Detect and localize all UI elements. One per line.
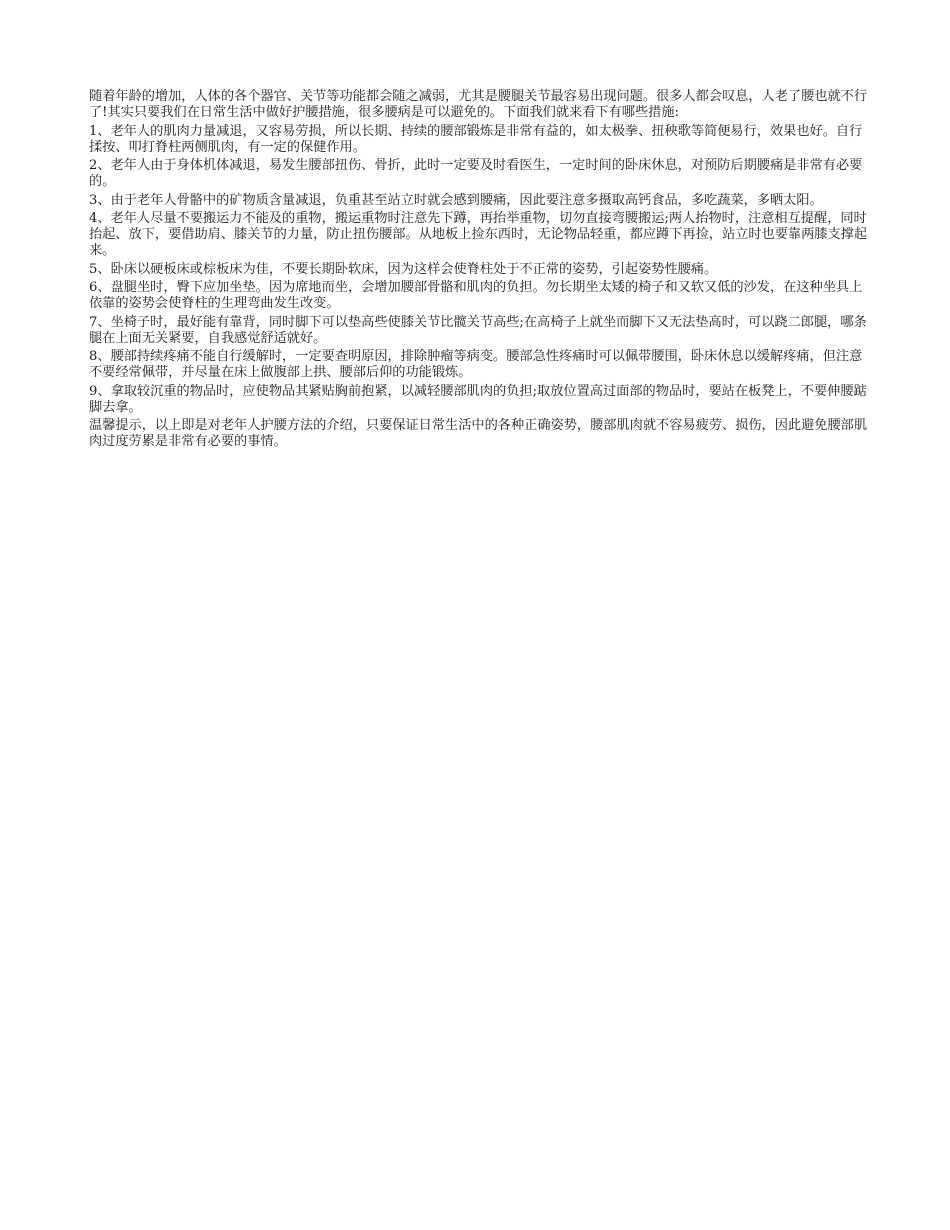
intro-paragraph: 随着年龄的增加，人体的各个器官、关节等功能都会随之减弱，尤其是腰腿关节最容易出现问题。很多人都会叹息，人老了腰也就不行了!其实只要我们在日常生活中做好护腰措施，很多腰病是可以避免的。下面我们就来看下有哪些措施: <box>89 89 868 120</box>
list-item: 1、老年人的肌肉力量减退，又容易劳损，所以长期、持续的腰部锻炼是非常有益的，如太极拳、扭秧歌等简便易行，效果也好。自行揉按、叩打脊柱两侧肌肉，有一定的保健作用。 <box>89 123 863 155</box>
list-item: 6、盘腿坐时，臀下应加坐垫。因为席地而坐，会增加腰部骨骼和肌肉的负担。勿长期坐太矮的椅子和又软又低的沙发，在这种坐具上依靠的姿势会使脊柱的生理弯曲发生改变。 <box>89 280 863 311</box>
list-item: 2、老年人由于身体机体减退，易发生腰部扭伤、骨折，此时一定要及时看医生，一定时间的卧床休息，对预防后期腰痛是非常有必要的。 <box>89 158 863 189</box>
list-item: 9、拿取较沉重的物品时，应使物品其紧贴胸前抱紧，以减轻腰部肌肉的负担;取放位置高过面部的物品时，要站在板凳上，不要伸腰踮脚去拿。 <box>89 383 867 415</box>
list-item: 3、由于老年人骨骼中的矿物质含量减退，负重甚至站立时就会感到腰痛，因此要注意多摄取高钙食品，多吃蔬菜，多晒太阳。 <box>89 192 823 208</box>
list-item: 5、卧床以硬板床或棕板床为佳，不要长期卧软床，因为这样会使脊柱处于不正常的姿势，引起姿势性腰痛。 <box>89 261 718 277</box>
conclusion-paragraph: 温馨提示，以上即是对老年人护腰方法的介绍，只要保证日常生活中的各种正确姿势，腰部肌肉就不容易疲劳、损伤，因此避免腰部肌肉过度劳累是非常有必要的事情。 <box>89 418 868 449</box>
list-item: 7、坐椅子时，最好能有靠背，同时脚下可以垫高些使膝关节比髋关节高些;在高椅子上就坐而脚下又无法垫高时，可以跷二郎腿，哪条腿在上面无关紧要，自我感觉舒适就好。 <box>89 314 867 346</box>
list-item: 8、腰部持续疼痛不能自行缓解时，一定要查明原因，排除肿瘤等病变。腰部急性疼痛时可以佩带腰围，卧床休息以缓解疼痛，但注意不要经常佩带，并尽量在床上做腹部上拱、腰部后仰的功能锻炼。 <box>89 349 863 380</box>
article-body <box>89 89 869 453</box>
list-item: 4、老年人尽量不要搬运力不能及的重物，搬运重物时注意先下蹲，再抬举重物，切勿直接弯腰搬运;两人抬物时，注意相互提醒，同时抬起、放下，要借助肩、膝关节的力量，防止扭伤腰部。从地板上捡东西时，无论物品轻重，都应蹲下再捡，站立时也要靠两膝支撑起来。 <box>89 211 868 258</box>
